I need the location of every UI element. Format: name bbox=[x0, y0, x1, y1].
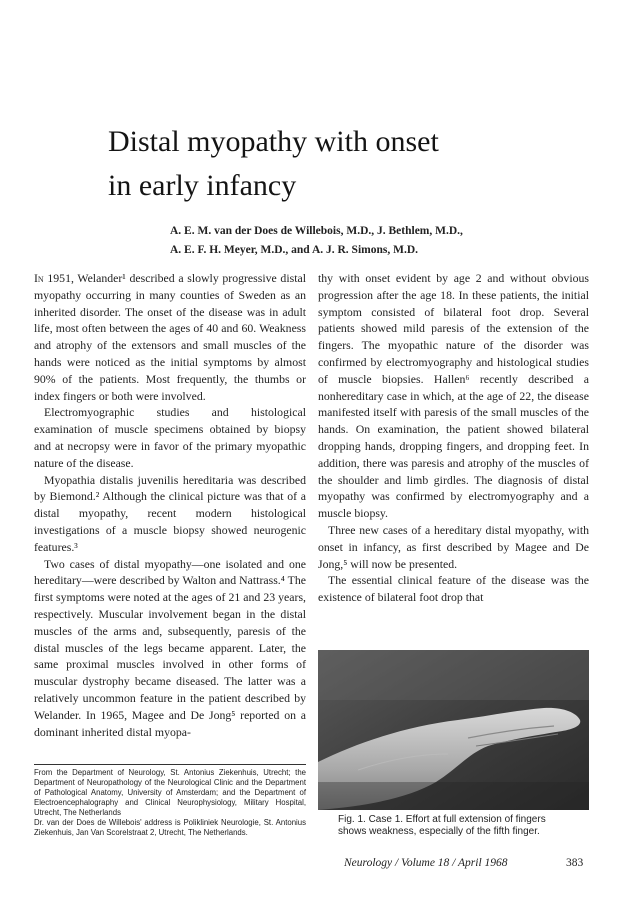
hand-photo-image bbox=[318, 650, 589, 810]
affiliation-footnote: From the Department of Neurology, St. Antonius Ziekenhuis, Utrecht; the Department of Neuropathology of the Neurological Clinic and the Department of Pathological Anatomy, University of Amsterdam; and the Department of Electroencephalography and Clinical Neurophysiology, Military Hospital, Utrecht, The Netherlands bbox=[34, 768, 306, 817]
paragraph-text: 1951, Welander¹ described a slowly progressive distal myopathy occurring in many counties of Sweden as an inherited disorder. The onset of the disease was in adult life, most often between the ages of 40 and 60. Weakness and atrophy of the extensors and small muscles of the hands were noticed as the initial symptoms by almost 90% of the patients. Most frequently, the thumbs or index fingers or both were involved. bbox=[34, 271, 306, 403]
footnote-divider bbox=[34, 764, 306, 765]
title-line-1: Distal myopathy with onset bbox=[108, 125, 439, 158]
authors-line-2: A. E. F. H. Meyer, M.D., and A. J. R. Simons, M.D. bbox=[170, 244, 419, 256]
figure-caption bbox=[338, 814, 568, 838]
left-column bbox=[34, 270, 306, 740]
drop-cap: In bbox=[34, 271, 44, 285]
right-column bbox=[318, 270, 589, 606]
page-number: 383 bbox=[566, 857, 584, 869]
body-paragraph: Electromyographic studies and histological examination of muscle specimens obtained by biopsy and at necropsy were in favor of the primary myopathic nature of the disease. bbox=[34, 405, 306, 470]
address-footnote: Dr. van der Does de Willebois' address is Polikliniek Neurologie, St. Antonius Ziekenhuis, Jan Van Scorelstraat 2, Utrecht, The Netherlands. bbox=[34, 818, 306, 837]
article-title bbox=[108, 120, 588, 208]
authors-line-1: A. E. M. van der Does de Willebois, M.D., J. Bethlem, M.D., bbox=[170, 225, 463, 237]
figure-1-photo bbox=[318, 650, 589, 810]
body-paragraph: The essential clinical feature of the disease was the existence of bilateral foot drop that bbox=[318, 573, 589, 605]
body-paragraph: Two cases of distal myopathy—one isolated and one hereditary—were described by Walton and Nattrass.⁴ The first symptoms were noted at the ages of 21 and 23 years, respectively. Muscular involvement began in the distal muscles of the arms and, subsequently, paresis of the distal muscles of the legs became apparent. Later, the same proximal muscles involved in other forms of muscular dystrophy became diseased. The latter was a relatively uncommon feature in the patient described by Welander. In 1965, Magee and De Jong⁵ reported on a dominant inherited distal myopa- bbox=[34, 556, 306, 739]
body-paragraph: thy with onset evident by age 2 and without obvious progression after the age 18. In these patients, the initial symptom consisted of bilateral foot drop. Several patients showed mild paresis of the extension of the fingers. The myopathic nature of the disorder was confirmed by electromyography and histological studies of muscle biopsies. Hallen⁶ recently described a nonhereditary case in which, at the age of 22, the disease manifested itself with paresis of the small muscles of the hands. On examination, the patient showed bilateral dropping hands, dropping fingers, and dropping feet. In addition, there was paresis and atrophy of the muscles of the shoulder and limb girdles. The diagnosis of distal myopathy was confirmed by electromyography and a muscle biopsy. bbox=[318, 271, 589, 521]
caption-text: Fig. 1. Case 1. Effort at full extension of fingers shows weakness, especially of the fifth finger. bbox=[338, 814, 546, 837]
author-list bbox=[170, 222, 610, 260]
body-paragraph bbox=[34, 270, 306, 404]
journal-citation: Neurology / Volume 18 / April 1968 bbox=[344, 857, 508, 869]
title-line-2: in early infancy bbox=[108, 169, 297, 202]
body-paragraph: Myopathia distalis juvenilis hereditaria was described by Biemond.² Although the clinical picture was that of a distal myopathy, recent modern histological investigations of a muscle biopsy showed neurogenic features.³ bbox=[34, 472, 306, 554]
body-paragraph: Three new cases of a hereditary distal myopathy, with onset in infancy, as first described by Magee and De Jong,⁵ will now be presented. bbox=[318, 522, 589, 571]
footnotes bbox=[34, 768, 306, 838]
